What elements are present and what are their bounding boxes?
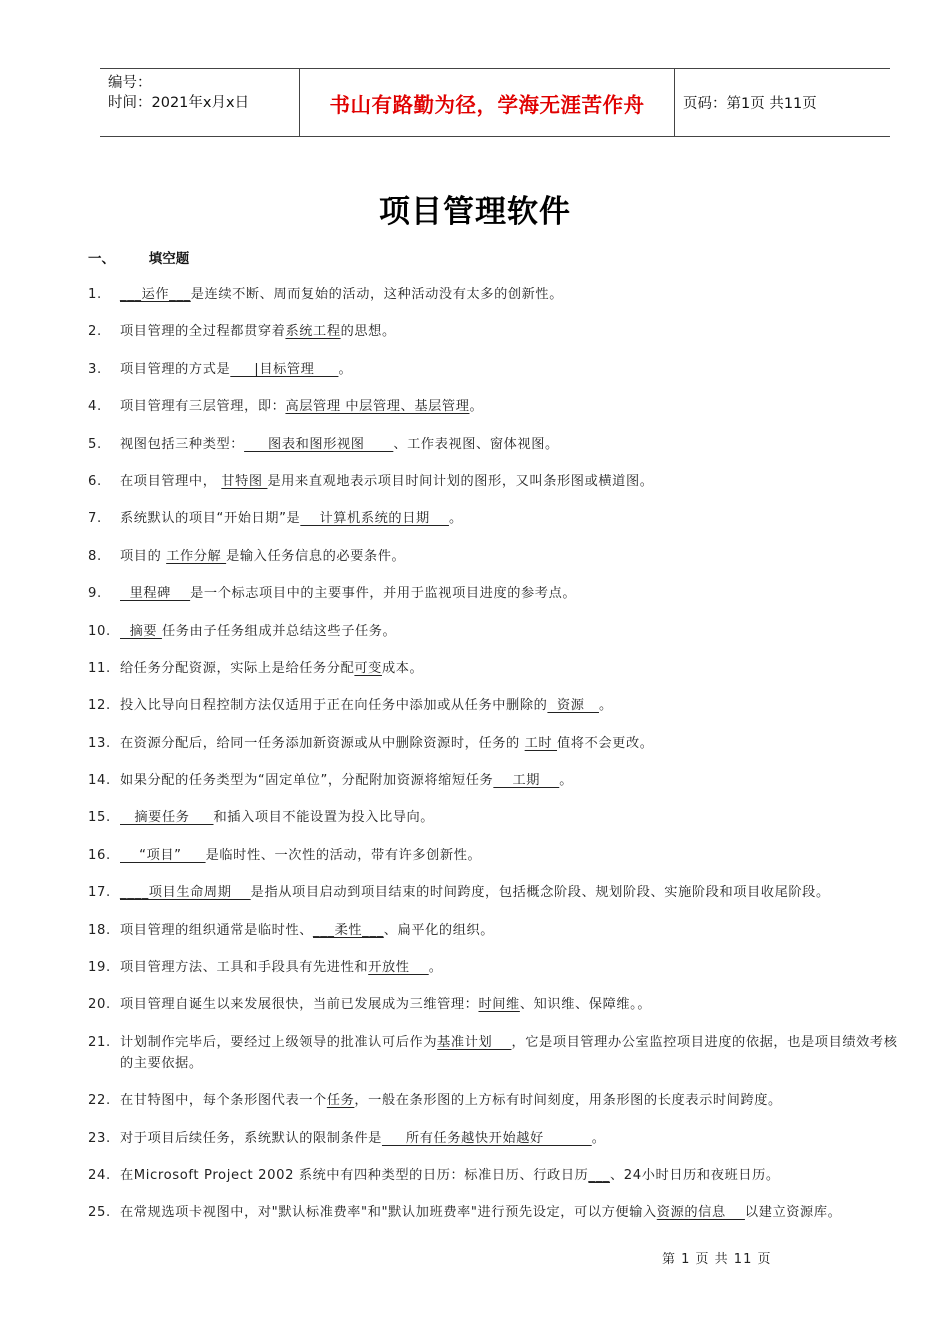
question-item: [88, 845, 910, 866]
question-item: [88, 284, 910, 305]
section-number: 一、: [88, 251, 115, 267]
question-number: 5.: [88, 436, 102, 452]
answer-blank: 工作分解: [166, 548, 227, 564]
answer-blank: 可变: [354, 660, 382, 676]
question-item: [88, 658, 910, 679]
question-text: 是用来直观地表示项目时间计划的图形，又叫条形图或横道图。: [267, 473, 654, 489]
question-text: 值将不会更改。: [557, 735, 654, 751]
question-number: 7.: [88, 511, 102, 527]
question-text: 给任务分配资源，实际上是给任务分配: [120, 660, 355, 676]
question-number: 15.: [88, 810, 111, 826]
question-item: [88, 359, 910, 380]
answer-blank: ____项目生命周期: [120, 885, 251, 901]
question-number: 3.: [88, 361, 102, 377]
page-header: [100, 68, 890, 137]
question-text: 、24小时日历和夜班日历。: [610, 1167, 780, 1183]
question-text: 投入比导向日程控制方法仅适用于正在向任务中添加或从任务中删除的: [120, 698, 548, 714]
question-number: 22.: [88, 1093, 111, 1109]
question-item: [88, 1032, 910, 1074]
question-number: 2.: [88, 324, 102, 340]
document-title: 项目管理软件: [379, 194, 571, 230]
question-number: 18.: [88, 922, 111, 938]
question-text: 是输入任务信息的必要条件。: [226, 548, 406, 564]
answer-blank: 基准计划: [437, 1034, 512, 1050]
question-text: 项目管理的方式是: [120, 361, 231, 377]
answer-blank: |目标管理: [230, 361, 339, 377]
question-number: 17.: [88, 885, 111, 901]
question-text: 和插入项目不能设置为投入比导向。: [213, 810, 435, 826]
question-text: 在项目管理中，: [120, 473, 222, 489]
question-item: [88, 1202, 910, 1223]
answer-blank: 摘要: [120, 623, 162, 639]
question-text: 对于项目后续任务，系统默认的限制条件是: [120, 1130, 382, 1146]
question-number: 13.: [88, 735, 111, 751]
question-number: 8.: [88, 548, 102, 564]
question-item: [88, 994, 910, 1015]
answer-blank: 里程碑: [120, 586, 191, 602]
question-list: [88, 284, 910, 1240]
question-text: 是临时性、一次性的活动，带有许多创新性。: [205, 847, 482, 863]
question-number: 6.: [88, 473, 102, 489]
question-number: 24.: [88, 1167, 111, 1183]
question-text: 、工作表视图、窗体视图。: [393, 436, 559, 452]
question-text: 。: [338, 361, 353, 377]
question-item: [88, 807, 910, 828]
header-page-info: 页码：第1页 共11页: [683, 96, 817, 112]
question-item: [88, 471, 910, 492]
question-text: 。: [591, 1130, 606, 1146]
question-text: 视图包括三种类型：: [120, 436, 245, 452]
question-text: 任务由子任务组成并总结这些子任务。: [161, 623, 397, 639]
answer-blank: 高层管理 中层管理、基层管理: [285, 399, 470, 415]
question-text: 。: [428, 960, 443, 976]
question-text: 如果分配的任务类型为“固定单位”，分配附加资源将缩短任务: [120, 773, 494, 789]
section-label: 填空题: [148, 251, 190, 267]
question-item: [88, 1128, 910, 1149]
question-text: 、知识维、保障维。。: [519, 997, 652, 1013]
answer-blank: 资源的信息: [656, 1205, 745, 1221]
question-text: 以建立资源库。: [744, 1205, 842, 1221]
question-text: 。: [448, 511, 463, 527]
question-number: 12.: [88, 698, 111, 714]
question-item: [88, 1090, 910, 1111]
question-number: 23.: [88, 1130, 111, 1146]
question-text: 是指从项目启动到项目结束的时间跨度，包括概念阶段、规划阶段、实施阶段和项目收尾阶段。: [250, 885, 830, 901]
question-number: 25.: [88, 1205, 111, 1221]
question-text: 项目管理有三层管理，即：: [120, 399, 286, 415]
answer-blank: 图表和图形视图: [244, 436, 394, 452]
question-text: 是一个标志项目中的主要事件，并用于监视项目进度的参考点。: [190, 586, 577, 602]
question-item: [88, 434, 910, 455]
answer-blank: 计算机系统的日期: [300, 511, 449, 527]
answer-blank: 工期: [493, 773, 560, 789]
answer-blank: ___柔性___: [313, 922, 384, 938]
question-text: 项目的: [120, 548, 167, 564]
question-text: 的思想。: [340, 324, 396, 340]
question-text: 项目管理的全过程都贯穿着: [120, 324, 286, 340]
question-text: 。: [598, 698, 613, 714]
question-text: 成本。: [381, 660, 424, 676]
question-text: 在资源分配后，给同一任务添加新资源或从中删除资源时，任务的: [120, 735, 525, 751]
question-item: [88, 770, 910, 791]
header-number: 编号：: [108, 75, 152, 91]
question-text: 在甘特图中，每个条形图代表一个: [120, 1093, 327, 1109]
answer-blank: ___: [588, 1167, 610, 1183]
question-number: 16.: [88, 847, 111, 863]
question-item: [88, 882, 910, 903]
question-text: ，它是项目管理办公室监控项目进度的依据，也是项目绩效考核的主要依据。: [120, 1034, 898, 1071]
question-number: 20.: [88, 997, 111, 1013]
header-meta: [100, 69, 300, 136]
answer-blank: 时间维: [478, 997, 520, 1013]
question-item: [88, 321, 910, 342]
answer-blank: “项目”: [120, 847, 206, 863]
answer-blank: 甘特图: [221, 473, 268, 489]
answer-blank: 任务: [326, 1093, 355, 1109]
question-number: 9.: [88, 586, 102, 602]
question-text: 项目管理自诞生以来发展很快，当前已发展成为三维管理：: [120, 997, 479, 1013]
answer-blank: 工时: [524, 735, 558, 751]
question-number: 1.: [88, 287, 102, 302]
question-item: [88, 733, 910, 754]
question-text: 。: [469, 399, 484, 415]
question-text: 系统默认的项目“开始日期”是: [120, 511, 301, 527]
question-item: [88, 920, 910, 941]
question-text: 是连续不断、周而复始的活动，这种活动没有太多的创新性。: [190, 287, 564, 302]
question-item: [88, 546, 910, 567]
question-number: 21.: [88, 1034, 111, 1050]
question-item: [88, 621, 910, 642]
question-number: 19.: [88, 960, 111, 976]
answer-blank: 开放性: [368, 960, 429, 976]
answer-blank: 所有任务越快开始越好: [381, 1130, 592, 1146]
question-text: 。: [559, 773, 574, 789]
question-number: 14.: [88, 773, 111, 789]
section-heading: [88, 247, 189, 267]
question-item: [88, 1165, 910, 1186]
answer-blank: 摘要任务: [120, 810, 214, 826]
answer-blank: 资源: [547, 698, 599, 714]
question-text: 、扁平化的组织。: [383, 922, 495, 938]
question-text: 项目管理方法、工具和手段具有先进性和: [120, 960, 369, 976]
question-item: [88, 396, 910, 417]
question-item: [88, 583, 910, 604]
question-number: 11.: [88, 660, 111, 676]
question-text: 项目管理的组织通常是临时性、: [120, 922, 314, 938]
header-time: 时间：2021年x月x日: [108, 95, 250, 111]
question-text: 在常规选项卡视图中，对"默认标准费率"和"默认加班费率"进行预先设定，可以方便输入: [120, 1205, 657, 1221]
question-text: 在Microsoft Project 2002 系统中有四种类型的日历：标准日历、行政日历: [120, 1167, 589, 1183]
question-item: [88, 508, 910, 529]
question-item: [88, 695, 910, 716]
question-item: [88, 957, 910, 978]
question-number: 10.: [88, 623, 111, 639]
question-text: ，一般在条形图的上方标有时间刻度，用条形图的长度表示时间跨度。: [354, 1093, 782, 1109]
answer-blank: 系统工程: [285, 324, 341, 340]
question-text: 计划制作完毕后，要经过上级领导的批准认可后作为: [120, 1034, 438, 1050]
question-number: 4.: [88, 399, 102, 415]
answer-blank: ___运作___: [120, 287, 191, 302]
header-motto: 书山有路勤为径，学海无涯苦作舟: [300, 69, 675, 136]
page-footer: 第 1 页 共 11 页: [662, 1252, 772, 1267]
